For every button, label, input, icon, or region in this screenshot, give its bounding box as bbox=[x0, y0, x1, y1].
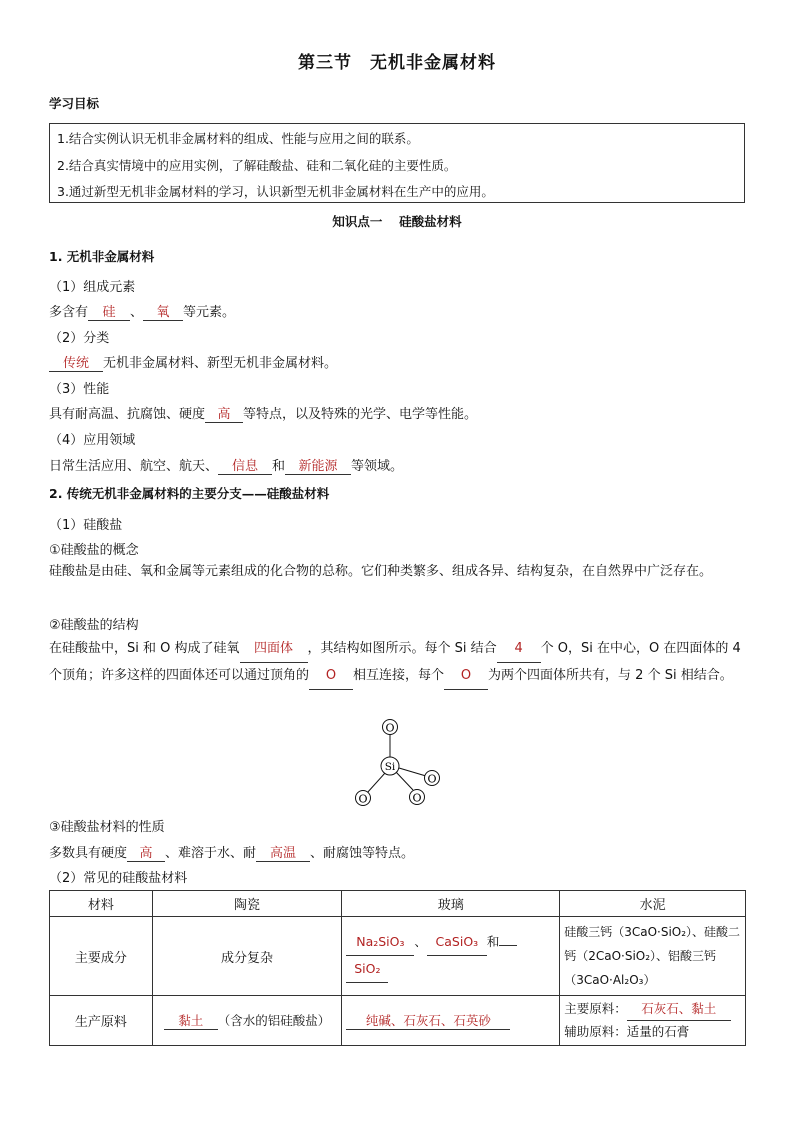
blank-answer: O bbox=[309, 663, 353, 690]
blank-answer: Na₂SiO₃ bbox=[346, 929, 414, 956]
structure-text: 在硅酸盐中，Si 和 O 构成了硅氧 四面体 ，其结构如图所示。每个 Si 结合 4 个 O，Si 在中心，O 在四面体的 4 个顶角；许多这样的四面体还可以通过顶角的 O 相互连接，每个 O 为两个四面体所共有，与 2 个 Si 相结合。 bbox=[49, 636, 749, 690]
silicate-materials-table bbox=[49, 890, 746, 1046]
blank-answer: 新能源 bbox=[285, 455, 351, 475]
section1-heading: 1. 无机非金属材料 bbox=[49, 249, 155, 264]
cement-raw-materials: 主要原料： 石灰石、黏土 辅助原料：适量的石膏 bbox=[560, 996, 746, 1046]
oxygen-atom bbox=[383, 720, 398, 735]
blank-answer: 硅 bbox=[88, 301, 130, 321]
blank-answer: 四面体 bbox=[240, 636, 308, 663]
property-label: （3）性能 bbox=[49, 382, 110, 397]
svg-text:O: O bbox=[385, 721, 395, 735]
svg-text:O: O bbox=[358, 792, 368, 806]
table-row bbox=[50, 917, 746, 996]
oxygen-atom bbox=[425, 771, 440, 786]
ceramic-composition: 成分复杂 bbox=[152, 917, 342, 996]
row-label: 主要成分 bbox=[50, 917, 153, 996]
table-header: 玻璃 bbox=[342, 891, 560, 917]
objectives-box bbox=[49, 123, 745, 203]
table-header: 水泥 bbox=[560, 891, 746, 917]
blank-answer: 高 bbox=[127, 842, 165, 862]
application-line: 日常生活应用、航空、航天、 信息 和 新能源 等领域。 bbox=[49, 455, 403, 475]
blank-answer: SiO₂ bbox=[346, 956, 388, 983]
svg-text:Si: Si bbox=[384, 761, 396, 773]
blank-answer: CaSiO₃ bbox=[427, 929, 487, 956]
structure-label: ②硅酸盐的结构 bbox=[49, 618, 139, 633]
blank-answer: 信息 bbox=[218, 455, 272, 475]
blank-answer: 石灰石、黏土 bbox=[627, 998, 731, 1021]
objective-item: 2.结合真实情境中的应用实例，了解硅酸盐、硅和二氧化硅的主要性质。 bbox=[57, 158, 457, 173]
objective-item: 3.通过新型无机非金属材料的学习，认识新型无机非金属材料在生产中的应用。 bbox=[57, 184, 494, 199]
blank-answer: 氧 bbox=[143, 301, 183, 321]
composition-line: 多含有 硅 、 氧 等元素。 bbox=[49, 301, 235, 321]
silicate-label: （1）硅酸盐 bbox=[49, 518, 123, 533]
page-title: 第三节 无机非金属材料 bbox=[298, 53, 496, 73]
blank-answer: 高温 bbox=[256, 842, 310, 862]
glass-composition: Na₂SiO₃ 、 CaSiO₃ 和 SiO₂ bbox=[342, 917, 560, 996]
classification-line: 传统 无机非金属材料、新型无机非金属材料。 bbox=[49, 352, 337, 372]
concept-text: 硅酸盐是由硅、氧和金属等元素组成的化合物的总称。它们种类繁多、组成各异、结构复杂，在自然界中广泛存在。 bbox=[49, 564, 713, 579]
nature-line: 多数具有硬度 高 、难溶于水、耐 高温 、耐腐蚀等特点。 bbox=[49, 842, 414, 862]
row-label: 生产原料 bbox=[50, 996, 153, 1046]
objective-item: 1.结合实例认识无机非金属材料的组成、性能与应用之间的联系。 bbox=[57, 131, 419, 146]
blank-answer: 纯碱、石灰石、石英砂 bbox=[346, 1011, 510, 1030]
property-line: 具有耐高温、抗腐蚀、硬度 高 等特点，以及特殊的光学、电学等性能。 bbox=[49, 403, 477, 423]
composition-label: （1）组成元素 bbox=[49, 280, 136, 295]
objectives-heading: 学习目标 bbox=[49, 96, 100, 111]
silicon-atom bbox=[381, 757, 399, 775]
knowledge-point-heading: 知识点一 硅酸盐材料 bbox=[332, 214, 462, 229]
ceramic-raw-materials: 黏土 （含水的铝硅酸盐） bbox=[152, 996, 342, 1046]
glass-raw-materials bbox=[342, 996, 560, 1046]
application-label: （4）应用领域 bbox=[49, 433, 136, 448]
blank-answer: 高 bbox=[205, 403, 243, 423]
blank-answer: 传统 bbox=[49, 352, 103, 372]
nature-label: ③硅酸盐材料的性质 bbox=[49, 820, 165, 835]
classification-label: （2）分类 bbox=[49, 331, 110, 346]
cement-composition: 硅酸三钙（3CaO·SiO₂）、硅酸二钙（2CaO·SiO₂）、铝酸三钙（3CaO·Al₂O₃） bbox=[560, 917, 746, 996]
oxygen-atom bbox=[410, 790, 425, 805]
table-header: 陶瓷 bbox=[152, 891, 342, 917]
concept-label: ①硅酸盐的概念 bbox=[49, 543, 139, 558]
svg-text:O: O bbox=[427, 772, 437, 786]
table-row bbox=[50, 996, 746, 1046]
oxygen-atom bbox=[356, 791, 371, 806]
table-header: 材料 bbox=[50, 891, 153, 917]
blank-answer: 黏土 bbox=[164, 1011, 218, 1030]
svg-text:O: O bbox=[412, 791, 422, 805]
silicon-oxygen-tetrahedron-diagram bbox=[345, 712, 445, 812]
blank-answer: O bbox=[444, 663, 488, 690]
common-materials-label: （2）常见的硅酸盐材料 bbox=[49, 871, 188, 886]
blank-answer: 4 bbox=[497, 636, 541, 663]
table-header-row bbox=[50, 891, 746, 917]
section2-heading: 2. 传统无机非金属材料的主要分支——硅酸盐材料 bbox=[49, 486, 330, 501]
